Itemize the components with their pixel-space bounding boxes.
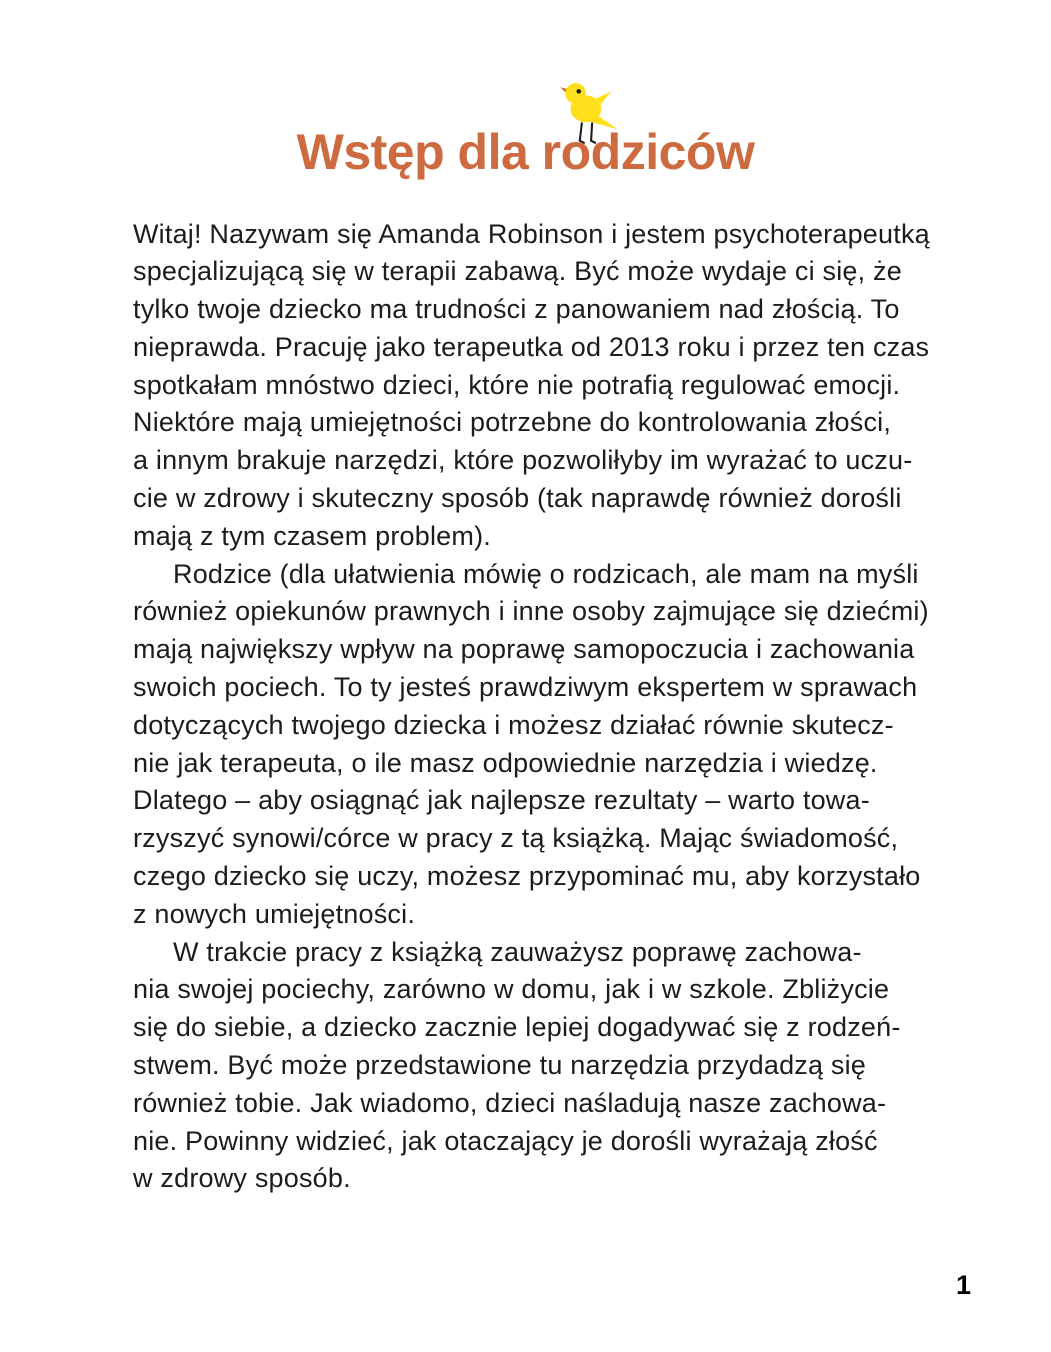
text-line: mają z tym czasem problem). [133, 520, 491, 551]
text-line: nia swojej pociechy, zarówno w domu, jak i w szkole. Zbliżycie [133, 974, 890, 1005]
paragraph [133, 216, 931, 556]
text-line: spotkałam mnóstwo dzieci, które nie potrafią regulować emocji. [133, 369, 901, 400]
text-line: z nowych umiejętności. [133, 898, 416, 929]
text-line: nie jak terapeuta, o ile masz odpowiednie narzędzia i wiedzę. [133, 747, 878, 778]
text-line: również opiekunów prawnych i inne osoby zajmujące się dziećmi) [133, 596, 929, 627]
text-line: w zdrowy sposób. [133, 1163, 351, 1194]
text-line: Rodzice (dla ułatwienia mówię o rodzicach, ale mam na myśli [173, 558, 919, 589]
text-line: Niektóre mają umiejętności potrzebne do kontrolowania złości, [133, 407, 892, 438]
text-line: a innym brakuje narzędzi, które pozwoliłyby im wyrażać to uczu- [133, 445, 913, 476]
text-line: stwem. Być może przedstawione tu narzędzia przydadzą się [133, 1050, 867, 1081]
text-line: specjalizującą się w terapii zabawą. Być może wydaje ci się, że [133, 256, 902, 287]
text-line: dotyczących twojego dziecka i możesz działać równie skutecz- [133, 709, 894, 740]
page-number: 1 [955, 1270, 971, 1300]
text-line: tylko twoje dziecko ma trudności z panowaniem nad złością. To [133, 294, 900, 325]
text-line: również tobie. Jak wiadomo, dzieci naśladują nasze zachowa- [133, 1087, 887, 1118]
text-line: się do siebie, a dziecko zacznie lepiej dogadywać się z rodzeń- [133, 1012, 901, 1043]
body-text [0, 216, 1051, 1199]
text-line: nieprawda. Pracuję jako terapeutka od 2013 roku i przez ten czas [133, 331, 930, 362]
chapter-title: Wstęp dla rodziców [296, 124, 755, 180]
text-line: Dlatego – aby osiągnąć jak najlepsze rezultaty – warto towa- [133, 785, 870, 816]
text-line: rzyszyć synowi/córce w pracy z tą książką. Mając świadomość, [133, 823, 899, 854]
text-line: Witaj! Nazywam się Amanda Robinson i jestem psychoterapeutką [133, 218, 930, 249]
text-line: cie w zdrowy i skuteczny sposób (tak naprawdę również dorośli [133, 483, 902, 514]
text-line: W trakcie pracy z książką zauważysz poprawę zachowa- [173, 936, 862, 967]
text-line: swoich pociech. To ty jesteś prawdziwym ekspertem w sprawach [133, 672, 918, 703]
text-line: mają największy wpływ na poprawę samopoczucia i zachowania [133, 634, 915, 665]
text-line: czego dziecko się uczy, możesz przypominać mu, aby korzystało [133, 861, 921, 892]
paragraph [133, 934, 931, 1199]
text-line: nie. Powinny widzieć, jak otaczający je dorośli wyrażają złość [133, 1125, 878, 1156]
chapter-header [0, 0, 1051, 182]
paragraph [133, 556, 931, 934]
